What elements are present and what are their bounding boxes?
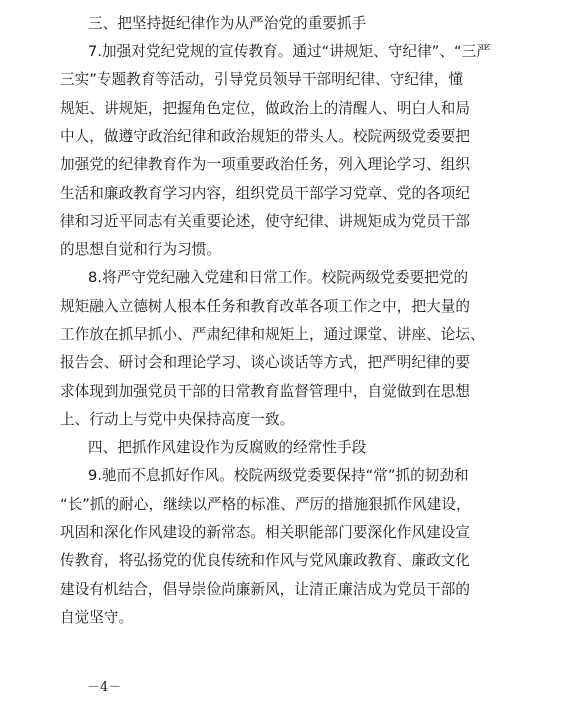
paragraph-line: 传教育，将弘扬党的优良传统和作风与党风廉政教育、廉政文化 (60, 552, 471, 569)
paragraph-line: 自觉坚守。 (60, 609, 134, 626)
paragraph-line: 规矩、讲规矩，把握角色定位，做政治上的清醒人、明白人和局 (60, 100, 471, 117)
paragraph-line: 生活和廉政教育学习内容，组织党员干部学习党章、党的各项纪 (60, 185, 471, 202)
paragraph-line: 的思想自觉和行为习惯。 (60, 241, 222, 258)
paragraph-line: 工作放在抓早抓小、严肃纪律和规矩上，通过课堂、讲座、论坛、 (60, 326, 485, 343)
paragraph-line: 9.驰而不息抓好作风。校院两级党委要保持“常”抓的韧劲和 (88, 467, 469, 484)
paragraph-line: 建设有机结合，倡导崇俭尚廉新风，让清正廉洁成为党员干部的 (60, 581, 471, 598)
paragraph-line: 求体现到加强党员干部的日常教育监督管理中，自觉做到在思想 (60, 383, 471, 400)
paragraph-line: 加强党的纪律教育作为一项重要政治任务，列入理论学习、组织 (60, 156, 471, 173)
paragraph-line: “长”抓的耐心，继续以严格的标准、严厉的措施狠抓作风建设， (60, 496, 471, 513)
page-number: －4－ (87, 680, 122, 695)
paragraph-line: 报告会、研讨会和理论学习、谈心谈话等方式，把严明纪律的要 (60, 354, 471, 371)
paragraph-line: 8.将严守党纪融入党建和日常工作。校院两级党委要把党的 (88, 269, 469, 286)
paragraph-line: 规矩融入立德树人根本任务和教育改革各项工作之中，把大量的 (60, 298, 471, 315)
paragraph-line: 三实”专题教育等活动，引导党员领导干部明纪律、守纪律，懂 (60, 71, 463, 88)
paragraph-line: 7.加强对党纪党规的宣传教育。通过“讲规矩、守纪律”、“三严 (88, 43, 491, 60)
section-heading: 四、把抓作风建设作为反腐败的经常性手段 (88, 439, 367, 456)
section-heading: 三、把坚持挺纪律作为从严治党的重要抓手 (88, 15, 367, 32)
paragraph-line: 律和习近平同志有关重要论述，使守纪律、讲规矩成为党员干部 (60, 213, 471, 230)
paragraph-line: 巩固和深化作风建设的新常态。相关职能部门要深化作风建设宣 (60, 524, 471, 541)
paragraph-line: 中人，做遵守政治纪律和政治规矩的带头人。校院两级党委要把 (60, 128, 471, 145)
paragraph-line: 上、行动上与党中央保持高度一致。 (60, 411, 295, 428)
